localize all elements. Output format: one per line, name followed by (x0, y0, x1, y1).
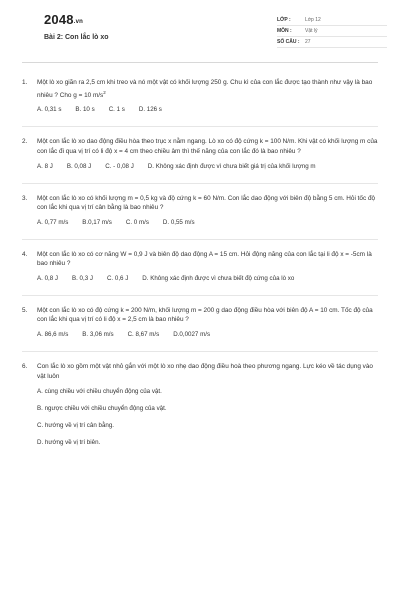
option-a[interactable]: A. 0,77 m/s (37, 218, 69, 226)
header-divider (22, 62, 378, 63)
option-d[interactable]: D. 126 s (138, 106, 162, 114)
meta-row-class (277, 15, 387, 26)
question-stem: Một con lắc lò xo dao động điều hòa theo trục x nằm ngang. Lò xo có độ cứng k = 100 N/m. Khi vật có khối lượng m của con lắc đi qua vị trí có li độ x = 4 cm theo chiều âm thì thế năng của con lắc đó là bao nhiêu ? (37, 138, 378, 155)
option-d[interactable]: D.0,0027 m/s (173, 331, 211, 339)
header (22, 0, 378, 62)
option-b[interactable]: B. 3,06 m/s (82, 331, 114, 339)
question-stem: Một con lắc lò xo có độ cứng k = 200 N/m, khối lượng m = 200 g dao động điều hòa với biên độ A = 10 cm. Tốc độ của con lắc khi qua vị trí có li độ x = 2,5 cm là bao nhiêu ? (37, 306, 373, 324)
option-a[interactable]: A. 86,6 m/s (37, 331, 69, 339)
question-stem: Một lò xo giãn ra 2,5 cm khi treo và nó một vật có khối lượng 250 g. Chu kì của con lắc được tạo thành như vậy là bao nhiêu ? Cho g = 10 $m/s^2$ (37, 79, 373, 99)
logo-domain: .vn (73, 19, 84, 25)
answer-options (37, 387, 378, 447)
question-stem: Con lắc lò xo gồm một vật nhỏ gắn với một lò xo nhẹ dao động điều hoà theo phương ngang. Lực kéo về tác dụng vào vật luôn (37, 363, 373, 380)
question-separator (22, 183, 378, 184)
option-c[interactable]: C. 8,67 m/s (127, 331, 160, 339)
question-number: 4. (22, 250, 28, 258)
option-a[interactable]: A. 0,31 s (37, 106, 62, 114)
question-stem: Một con lắc lò xo có cơ năng W = 0,9 J và biên độ dao động A = 15 cm. Hỏi động năng của con lắc tại li độ x = -5cm là bao nhiêu ? (37, 250, 372, 268)
option-b[interactable]: B. ngược chiều với chiều chuyển động của vật. (37, 405, 167, 413)
meta-value: Vật lý (305, 28, 318, 34)
option-a[interactable]: A. 8 J (37, 162, 53, 170)
meta-key: SỐ CÂU : (277, 39, 300, 45)
option-c[interactable]: C. hướng về vị trí cân bằng. (37, 422, 114, 430)
question-2 (22, 137, 378, 170)
answer-options (37, 274, 378, 283)
option-c[interactable]: C. 0,6 J (106, 274, 129, 282)
meta-key: MÔN : (277, 28, 292, 34)
option-d[interactable]: D. Không xác định được vì chưa biết độ cứng của lò xo (142, 274, 295, 282)
question-number: 3. (22, 194, 28, 202)
option-c[interactable]: C. - 0,08 J (105, 162, 134, 170)
question-stem: Một con lắc lò xo có khối lượng m = 0,5 kg và độ cứng k = 60 N/m. Con lắc dao động với biên độ bằng 5 cm. Hỏi tốc độ con lắc khi qua vị trí cân bằng là bao nhiêu ? (37, 194, 376, 212)
answer-options (37, 330, 378, 339)
meta-value: Lớp 12 (305, 17, 321, 23)
meta-value: 27 (305, 39, 311, 45)
question-separator (22, 239, 378, 240)
option-c[interactable]: C. 0 m/s (125, 218, 149, 226)
option-b[interactable]: B.0,17 m/s (82, 218, 112, 226)
meta-row-count (277, 37, 387, 48)
option-a[interactable]: A. 0,8 J (37, 274, 58, 282)
question-separator (22, 351, 378, 352)
question-5 (22, 306, 378, 339)
option-c[interactable]: C. 1 s (108, 106, 125, 114)
answer-options (37, 218, 378, 227)
question-6 (22, 362, 378, 447)
meta-row-subject (277, 26, 387, 37)
site-logo[interactable] (44, 12, 83, 27)
question-separator (22, 295, 378, 296)
question-separator (22, 126, 378, 127)
meta-key: LỚP : (277, 17, 291, 23)
question-number: 2. (22, 138, 28, 146)
option-d[interactable]: D. Không xác định được vì chưa biết giá trị của khối lượng m (147, 162, 316, 170)
option-b[interactable]: B. 10 s (75, 106, 95, 114)
option-a[interactable]: A. cùng chiều với chiều chuyển động của vật. (37, 388, 162, 396)
logo-main: 2048 (44, 12, 74, 27)
answer-options (37, 162, 378, 171)
question-list (22, 78, 378, 455)
question-4 (22, 250, 378, 283)
option-b[interactable]: B. 0,08 J (66, 162, 92, 170)
question-number: 5. (22, 306, 28, 314)
question-number: 1. (22, 79, 28, 86)
question-number: 6. (22, 363, 28, 371)
answer-options (37, 105, 378, 114)
question-1 (22, 78, 378, 114)
meta-table (277, 15, 387, 48)
lesson-title: Bài 2: Con lắc lò xo (44, 34, 109, 41)
question-3 (22, 194, 378, 227)
option-d[interactable]: D. 0,55 m/s (162, 218, 195, 226)
option-b[interactable]: B. 0,3 J (71, 274, 93, 282)
option-d[interactable]: D. hướng về vị trí biên. (37, 439, 101, 447)
